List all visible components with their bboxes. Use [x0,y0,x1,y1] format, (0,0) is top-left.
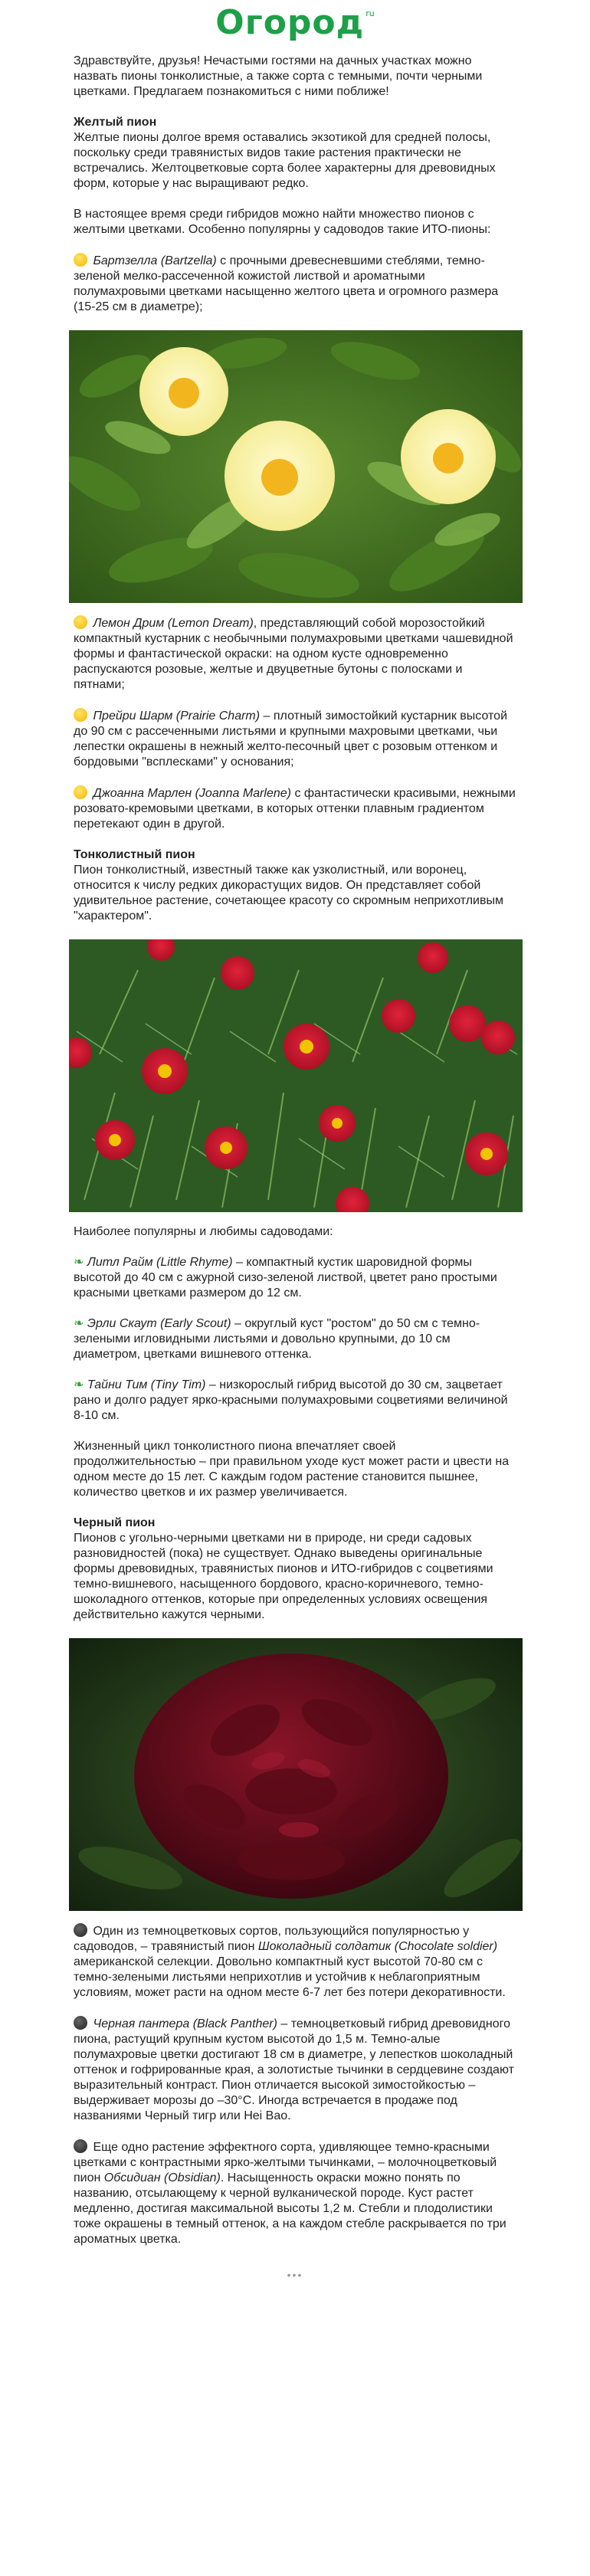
section-heading-yellow: Желтый пион [74,116,157,129]
variety-name: Бартзелла (Bartzella) [93,254,217,267]
variety-intro: Еще одно растение эффектного сорта, удивляющее темно-красными цветками с контрастными ярко-желтыми тычинками, – молочноцветковый пион [74,2141,497,2184]
paragraph: Пион тонколистный, известный также как узколистный, или воронец, относится к числу редких дикорастущих видов. Он представляет собой удивительное растение, сочетающее красоту со скромным неприхотливым "характером". [74,864,503,923]
variety-name: Черная пантера (Black Panther) [93,2017,277,2030]
variety-description: , представляющий собой морозостойкий компактный кустарник с необычными полумахровыми цветками чашевидной формы и фантастической окраски: на одном кусте одновременно распускаются розовые, желтые и двуцветные бутоны с полосками и пятнами; [74,617,513,691]
list-item [74,1255,516,1301]
variety-description: с фантастически красивыми, нежными розовато-кремовыми цветками, в которых оттенки плавным градиентом перетекают один в другой. [74,787,516,831]
more-indicator[interactable]: ••• [287,2269,303,2281]
variety-name: Литл Райм (Little Rhyme) [87,1256,233,1269]
variety-name: Джоанна Марлен (Joanna Marlene) [93,787,291,800]
site-logo[interactable] [215,3,375,42]
variety-description: – компактный кустик шаровидной формы высотой до 40 см с ажурной сизо-зеленой листвой, цветет рано простыми красными цветками размером до 12 см. [74,1256,497,1299]
yellow-peony-photo [69,330,523,603]
variety-description: с прочными древесневшими стеблями, темно-зеленой мелко-рассеченной кожистой листвой и ароматными полумахровыми цветками насыщенно желтого цвета и огромного размера (15-25 см в диаметре); [74,254,499,313]
list-item [74,708,516,770]
list-item [74,1923,516,2001]
herb-icon: ❧ [74,1256,84,1269]
variety-description: американской селекции. Довольно компактный куст высотой 70-80 см с темно-зелеными листьями неприхотлив и устойчив к неблагоприятным условиям, может расти на одном месте 6-7 лет без потери декоративности. [74,1955,506,1999]
logo-text: Огород [215,3,365,42]
black-circle-icon [74,2139,87,2153]
intro-paragraph: Здравствуйте, друзья! Нечастыми гостями на дачных участках можно назвать пионы тонколистные, а также сорта с темными, почти черными цветками. Предлагаем познакомиться с ними поближе! [74,54,483,98]
yellow-circle-icon [74,615,87,629]
black-peony-photo [69,1638,523,1911]
herb-icon: ❧ [74,1378,84,1391]
list-item [74,2016,516,2124]
variety-description: . Насыщенность окраски можно понять по названию, отсылающему к черной вулканической породе. Куст растет медленно, достигая максимальной высоты 1,2 м. Стебли и плодолистики тоже окрашены в темный оттенок, а на каждом стебле раскрывается по три ароматных цветка. [74,2171,506,2246]
article-body [0,46,590,2281]
variety-description: – темноцветковый гибрид древовидного пиона, растущий крупным кустом высотой до 1,5 м. Темно-алые полумахровые цветки достигают 18 см в диаметре, у лепестков шоколадный оттенок и гофрированные края, а золотистые тычинки в сердцевине создают выразительный контраст. Пион отличается высокой зимостойкостью – выдерживает морозы до –30°С. Иногда встречается в продаже под названиями Черный тигр или Hei Bao. [74,2017,514,2122]
paragraph: Наиболее популярны и любимы садоводами: [74,1225,333,1238]
list-item [74,2139,516,2247]
thin-leaf-peony-photo [69,939,523,1212]
paragraph: Желтые пионы долгое время оставались экзотикой для средней полосы, поскольку среди травянистых видов такие растения практически не встречались. Желтоцветковые сорта более характерны для древовидных форм, которые у нас выращивают редко. [74,131,496,190]
variety-name: Обсидиан (Obsidian) [103,2171,221,2184]
yellow-circle-icon [74,785,87,799]
black-circle-icon [74,1923,87,1937]
list-item [74,253,516,315]
variety-name: Лемон Дрим (Lemon Dream) [93,617,254,630]
list-item [74,785,516,832]
variety-name: Тайни Тим (Tiny Tim) [87,1378,206,1391]
list-item [74,1316,516,1362]
black-circle-icon [74,2016,87,2030]
variety-name: Эрли Скаут (Early Scout) [87,1317,231,1330]
variety-intro: Один из темноцветковых сортов, пользующийся популярностью у садоводов, – травянистый пион [74,1925,470,1953]
variety-name: Шоколадный солдатик (Chocolate soldier) [257,1940,498,1953]
variety-name: Прейри Шарм (Prairie Charm) [93,710,261,723]
logo-suffix: ru [365,8,375,18]
site-header [0,0,590,46]
section-heading-thin: Тонколистный пион [74,848,195,861]
variety-description: – округлый куст "ростом" до 50 см с темно-зелеными игловидными листьями и довольно крупными, до 10 см диаметром, цветками вишневого оттенка. [74,1317,480,1361]
section-heading-black: Черный пион [74,1516,156,1529]
yellow-circle-icon [74,253,87,267]
list-item [74,615,516,693]
yellow-circle-icon [74,708,87,722]
list-item [74,1378,516,1424]
variety-description: – плотный зимостойкий кустарник высотой до 90 см с рассеченными листьями и крупными махровыми цветками, чьи лепестки окрашены в нежный желто-песочный цвет с розовым оттенком и бордовыми "всплесками" у основания; [74,710,508,769]
paragraph: В настоящее время среди гибридов можно найти множество пионов с желтыми цветками. Особенно популярны у садоводов такие ИТО-пионы: [74,208,491,236]
herb-icon: ❧ [74,1317,84,1330]
variety-description: – низкорослый гибрид высотой до 30 см, зацветает рано и долго радует ярко-красными полумахровыми соцветиями величиной 8-10 см. [74,1378,508,1422]
paragraph: Пионов с угольно-черными цветками ни в природе, ни среди садовых разновидностей (пока) не существует. Однако выведены оригинальные формы древовидных, травянистых пионов и ИТО-гибридов с соцветиями темно-вишневого, насыщенного бордового, красно-коричневого, темно-шоколадного оттенков, которые при определенных условиях освещения действительно кажутся черными. [74,1532,493,1621]
paragraph: Жизненный цикл тонколистного пиона впечатляет своей продолжительностью – при правильном уходе куст может расти и цвести на одном месте до 15 лет. С каждым годом растение становится пышнее, количество цветков и их размер увеличивается. [74,1440,510,1499]
